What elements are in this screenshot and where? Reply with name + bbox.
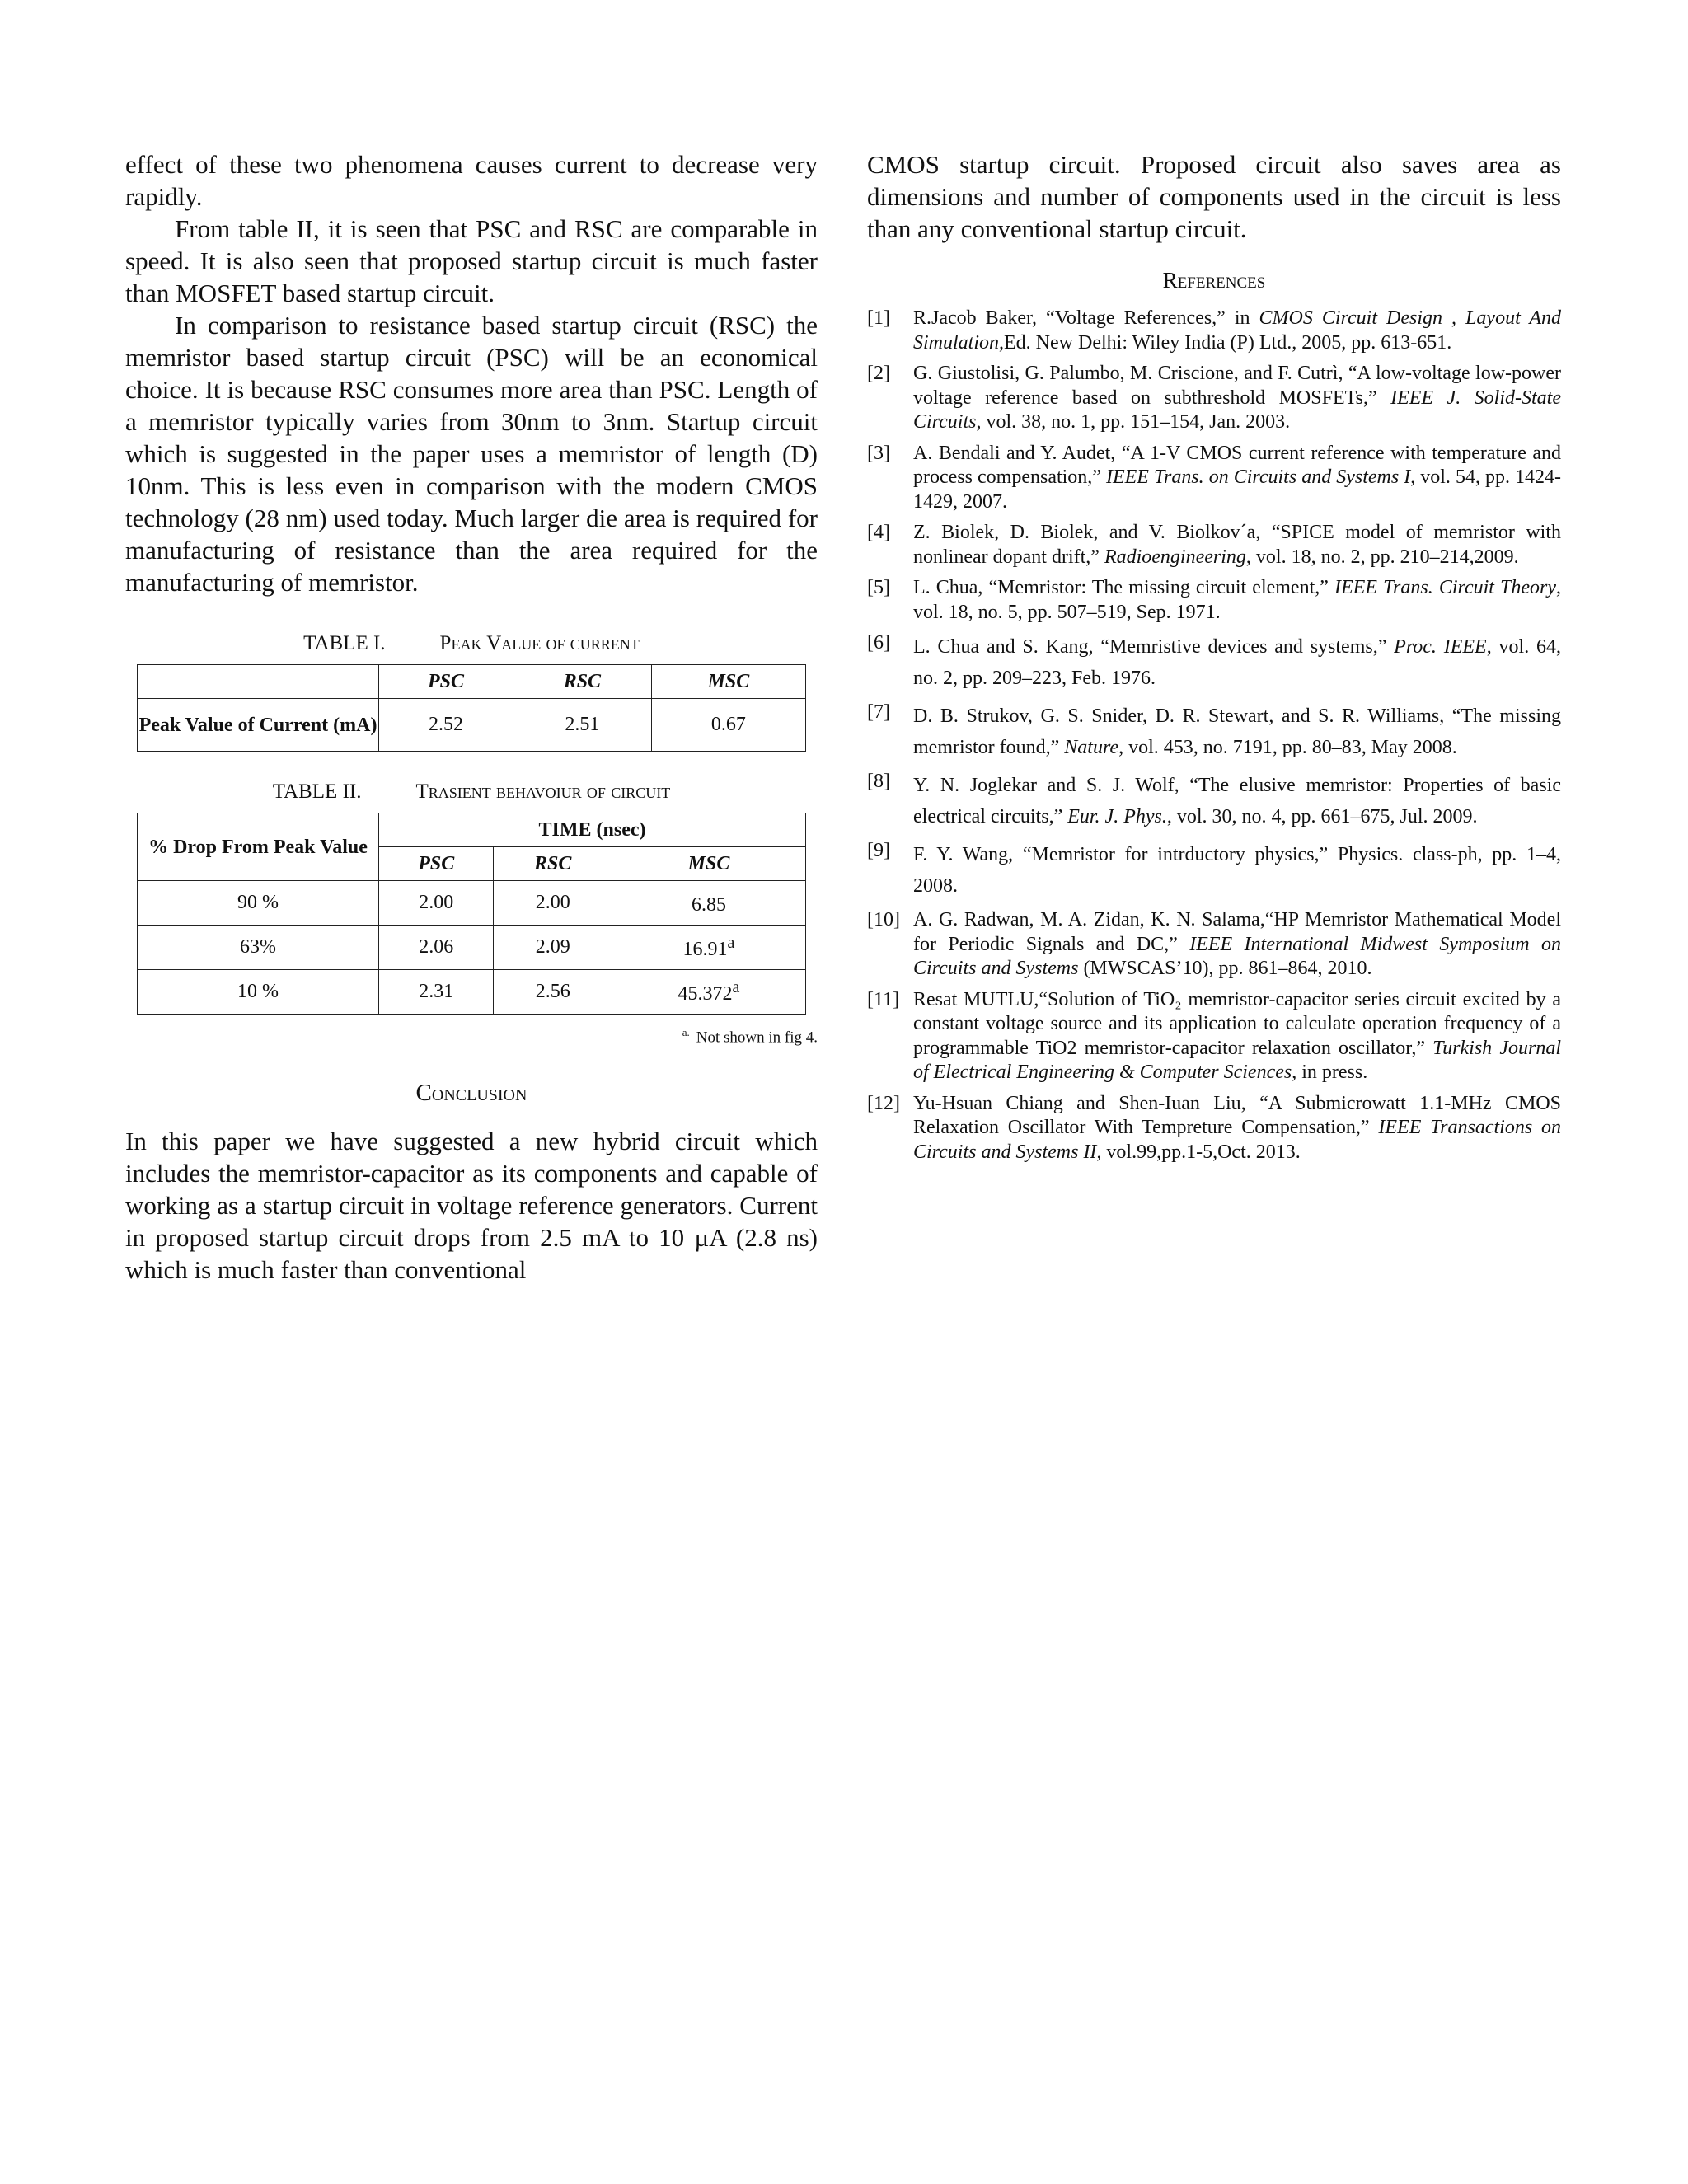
reference-item — [867, 362, 1561, 435]
reference-details: , vol. 30, no. 4, pp. 661–675, Jul. 2009. — [1166, 806, 1478, 827]
reference-text — [913, 701, 1561, 763]
reference-item — [867, 307, 1561, 355]
table-caption — [125, 631, 818, 656]
reference-authors-title: Y. N. Joglekar and S. J. Wolf, “The elusive memristor: Properties of basic electrical circuits,” — [913, 775, 1561, 827]
column-header: RSC — [494, 847, 612, 881]
table-label: TABLE II. — [272, 780, 362, 803]
reference-text — [913, 908, 1561, 982]
reference-number: [5] — [867, 577, 890, 598]
footnote-mark: a. — [682, 1026, 690, 1038]
table-cell — [612, 881, 805, 926]
reference-details: , vol. 38, no. 1, pp. 151–154, Jan. 2003. — [976, 411, 1291, 433]
reference-details: , in press. — [1292, 1062, 1368, 1083]
reference-venue: IEEE Trans. on Circuits and Systems I — [1105, 466, 1411, 488]
table-cell: 2.00 — [379, 881, 494, 926]
column-header: MSC — [612, 847, 805, 881]
reference-authors-title: G. Giustolisi, G. Palumbo, M. Criscione, and F. Cutrì, “A low-voltage low-power voltage reference based on subthreshold MOSFETs,” — [913, 363, 1561, 409]
reference-venue: CMOS Circuit Design , Layout And Simulation, — [913, 307, 1561, 354]
reference-number: [10] — [867, 909, 900, 930]
right-column — [867, 148, 1561, 1171]
column-header: PSC — [379, 665, 513, 699]
table-caption — [125, 780, 818, 804]
reference-details: , vol. 64, no. 2, pp. 209–223, Feb. 1976. — [913, 636, 1562, 689]
left-column — [125, 148, 818, 1286]
table-cell: 0.67 — [651, 699, 805, 752]
reference-authors-title: F. Y. Wang, “Memristor for intrductory physics,” Physics. class-ph, pp. 1–4, 2008. — [913, 844, 1561, 897]
row-header-title: % Drop From Peak Value — [138, 813, 379, 881]
reference-item — [867, 576, 1561, 625]
table-title: Peak Value of current — [439, 632, 640, 654]
reference-item — [867, 1092, 1561, 1165]
reference-venue: IEEE International Midwest Symposium on Circuits and Systems — [913, 933, 1561, 979]
table-cell: 2.06 — [379, 926, 494, 970]
section-heading: References — [1162, 268, 1266, 293]
reference-venue: Radioengineering — [1104, 546, 1246, 568]
reference-item — [867, 442, 1561, 515]
reference-number: [2] — [867, 363, 890, 384]
reference-venue: Eur. J. Phys. — [1067, 806, 1167, 827]
reference-details: vol.99,pp.1-5,Oct. 2013. — [1101, 1141, 1301, 1163]
reference-text — [913, 988, 1561, 1085]
table-cell: 2.31 — [379, 970, 494, 1015]
reference-item — [867, 908, 1561, 982]
paragraph: In this paper we have suggested a new hybrid circuit which includes the memristor-capacitor as its components and capable of working as a startup circuit in voltage reference generators. Current in proposed startup circuit drops from 2.5 mA to 10 µA (2.8 ns) which is much faster than conventional — [125, 1127, 818, 1285]
paragraph: CMOS startup circuit. Proposed circuit also saves area as dimensions and number of components used in the circuit is less than any conventional startup circuit. — [867, 150, 1561, 243]
reference-venue: Nature — [1064, 737, 1119, 758]
table-title: Trasient behavoiur of circuit — [415, 780, 671, 803]
reference-item — [867, 839, 1561, 902]
table-cell: 2.00 — [494, 881, 612, 926]
row-label: 63% — [138, 926, 379, 970]
table-cell: 2.52 — [379, 699, 513, 752]
table-footnote — [125, 1026, 818, 1047]
reference-number: [6] — [867, 632, 890, 654]
group-header: TIME (nsec) — [379, 813, 806, 847]
reference-authors-title: A. G. Radwan, M. A. Zidan, K. N. Salama,“HP Memristor Mathematical Model for Periodic Signals and DC,” — [913, 909, 1561, 955]
reference-number: [1] — [867, 307, 890, 329]
reference-number: [7] — [867, 701, 890, 723]
row-label: 90 % — [138, 881, 379, 926]
reference-details: Ed. New Delhi: Wiley India (P) Ltd., 2005, pp. 613-651. — [1004, 331, 1452, 354]
reference-venue: Proc. IEEE — [1394, 636, 1487, 658]
reference-venue: IEEE J. Solid-State Circuits — [913, 387, 1561, 433]
cell-value: 16.91 — [682, 939, 728, 960]
footnote-marker: a — [732, 978, 740, 996]
reference-venue: Turkish Journal of Electrical Engineering & Computer Sciences — [913, 1037, 1561, 1083]
reference-list — [867, 307, 1561, 1165]
reference-venue: IEEE Transactions on Circuits and Systems II, — [913, 1117, 1561, 1163]
empty-cell — [138, 665, 379, 699]
table-label: TABLE I. — [303, 632, 386, 654]
reference-authors-title: D. B. Strukov, G. S. Snider, D. R. Stewart, and S. R. Williams, “The missing memristor found,” — [913, 705, 1561, 758]
reference-item — [867, 631, 1561, 694]
reference-text — [913, 631, 1561, 694]
transient-table — [137, 813, 806, 1015]
column-header: RSC — [513, 665, 651, 699]
footnote-text: Not shown in fig 4. — [696, 1029, 818, 1047]
column-header: PSC — [379, 847, 494, 881]
row-label: 10 % — [138, 970, 379, 1015]
reference-text — [913, 1092, 1561, 1165]
footnote-marker: a — [727, 934, 735, 952]
table-cell: 2.09 — [494, 926, 612, 970]
reference-details: , vol. 18, no. 2, pp. 210–214,2009. — [1245, 546, 1519, 568]
reference-number: [12] — [867, 1092, 900, 1114]
row-header: Peak Value of Current (mA) — [138, 699, 379, 752]
reference-text — [913, 362, 1561, 435]
column-header: MSC — [651, 665, 805, 699]
reference-text — [913, 442, 1561, 515]
reference-item — [867, 988, 1561, 1085]
reference-authors-title: Z. Biolek, D. Biolek, and V. Biolkov´a, “SPICE model of memristor with nonlinear dopant drift,” — [913, 522, 1561, 568]
peak-current-table — [137, 664, 806, 752]
reference-text — [913, 770, 1561, 832]
reference-item — [867, 701, 1561, 763]
cell-value: 45.372 — [678, 983, 733, 1005]
reference-number: [3] — [867, 442, 890, 464]
reference-text — [913, 576, 1561, 625]
reference-number: [11] — [867, 988, 900, 1010]
reference-item — [867, 521, 1561, 569]
reference-text — [913, 839, 1561, 902]
reference-details: , vol. 54, pp. 1424-1429, 2007. — [913, 466, 1561, 513]
table-cell — [612, 970, 805, 1015]
reference-details: , vol. 18, no. 5, pp. 507–519, Sep. 1971. — [913, 577, 1561, 623]
reference-authors-title: L. Chua and S. Kang, “Memristive devices and systems,” — [913, 636, 1395, 658]
table-cell — [612, 926, 805, 970]
table-cell: 2.56 — [494, 970, 612, 1015]
cell-value: 6.85 — [691, 894, 726, 916]
reference-authors-title: R.Jacob Baker, “Voltage References,” in — [913, 307, 1259, 329]
reference-venue: IEEE Trans. Circuit Theory — [1334, 577, 1556, 598]
reference-text — [913, 307, 1561, 355]
reference-number: [8] — [867, 771, 890, 792]
reference-item — [867, 770, 1561, 832]
reference-authors-title: Yu-Hsuan Chiang and Shen-Iuan Liu, “A Submicrowatt 1.1-MHz CMOS Relaxation Oscillator With Tempreture Compensation,” — [913, 1092, 1561, 1138]
reference-number: [4] — [867, 522, 890, 543]
reference-details: , vol. 453, no. 7191, pp. 80–83, May 2008. — [1118, 737, 1457, 758]
reference-authors-title: L. Chua, “Memristor: The missing circuit element,” — [913, 577, 1334, 598]
reference-details: (MWSCAS’10), pp. 861–864, 2010. — [1078, 958, 1372, 979]
paragraph: In comparison to resistance based startup circuit (RSC) the memristor based startup circuit (PSC) will be an economical choice. It is because RSC consumes more area than PSC. Length of a memristor typically varies from 30nm to 3nm. Startup circuit which is suggested in the paper uses a memristor of length (D) 10nm. This is less even in comparison with the modern CMOS technology (28 nm) used today. Much larger die area is required for manufacturing of resistance than the area required for the manufacturing of memristor. — [125, 311, 818, 597]
reference-number: [9] — [867, 840, 890, 861]
reference-text — [913, 521, 1561, 569]
paragraph: effect of these two phenomena causes current to decrease very rapidly. — [125, 150, 818, 211]
paragraph: From table II, it is seen that PSC and RSC are comparable in speed. It is also seen that proposed startup circuit is much faster than MOSFET based startup circuit. — [125, 214, 818, 307]
reference-authors-title: Resat MUTLU,“Solution of TiO₂ memristor-capacitor series circuit excited by a constant voltage source and its application to calculate operation frequency of a programmable TiO2 memristor-capacitor relaxation oscillator,” — [913, 988, 1561, 1059]
reference-authors-title: A. Bendali and Y. Audet, “A 1-V CMOS current reference with temperature and process compensation,” — [913, 442, 1561, 488]
table-cell: 2.51 — [513, 699, 651, 752]
section-heading: Conclusion — [415, 1080, 528, 1107]
